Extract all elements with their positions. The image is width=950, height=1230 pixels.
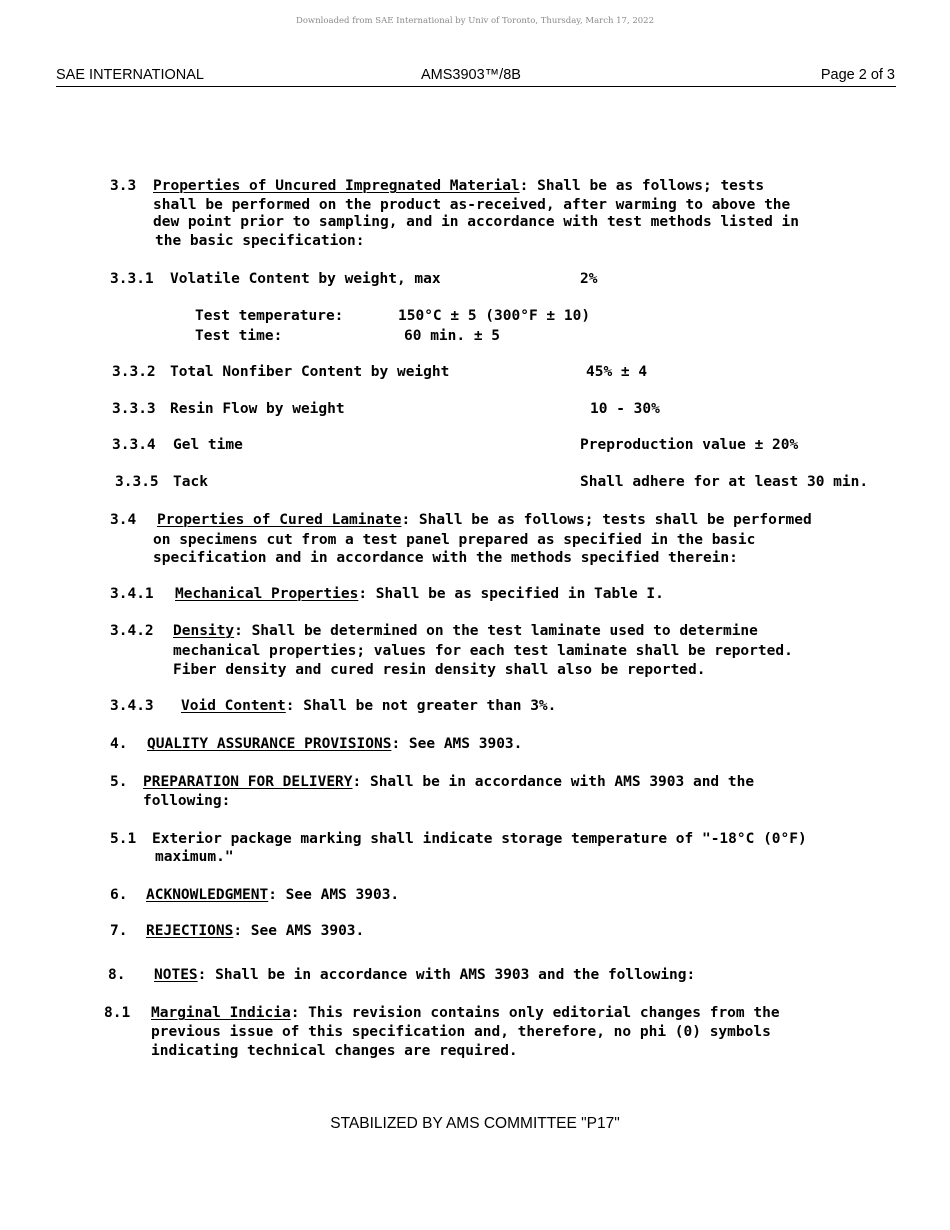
section-3-4-3-number: 3.4.3 xyxy=(110,698,154,714)
test-temperature-value: 150°C ± 5 (300°F ± 10) xyxy=(398,308,591,324)
header-org: SAE INTERNATIONAL xyxy=(56,67,204,83)
section-5-1-line-2: maximum." xyxy=(155,849,234,865)
section-3-3-line-4: the basic specification: xyxy=(155,233,365,249)
section-3-4-2-number: 3.4.2 xyxy=(110,623,154,639)
stabilized-footer: STABILIZED BY AMS COMMITTEE "P17" xyxy=(330,1115,620,1132)
section-3-4-3-title: Void Content xyxy=(181,698,286,714)
section-3-4-1-title: Mechanical Properties xyxy=(175,586,359,602)
section-5-line-1: PREPARATION FOR DELIVERY: Shall be in accordance with AMS 3903 and the xyxy=(143,774,755,790)
section-3-3-3-label: Resin Flow by weight xyxy=(170,401,345,417)
header-doc-number: AMS3903™/8B xyxy=(421,67,521,83)
section-3-3-2-number: 3.3.2 xyxy=(112,364,156,380)
section-3-4-3-line: Void Content: Shall be not greater than 3%. xyxy=(181,698,557,714)
section-8-1-line-3: indicating technical changes are required. xyxy=(151,1043,518,1059)
section-3-3-5-value: Shall adhere for at least 30 min. xyxy=(580,474,869,490)
section-3-4-1-line: Mechanical Properties: Shall be as specified in Table I. xyxy=(175,586,664,602)
test-temperature-label: Test temperature: xyxy=(195,308,344,324)
section-7-title: REJECTIONS xyxy=(146,923,234,939)
section-7-number: 7. xyxy=(110,923,128,939)
section-3-4-2-line-1: Density: Shall be determined on the test laminate used to determine xyxy=(173,623,758,639)
section-3-3-3-number: 3.3.3 xyxy=(112,401,156,417)
section-5-line-2: following: xyxy=(143,793,231,809)
section-3-3-1-number: 3.3.1 xyxy=(110,271,154,287)
section-5-number: 5. xyxy=(110,774,128,790)
section-7-line: REJECTIONS: See AMS 3903. xyxy=(146,923,365,939)
section-3-3-1-value: 2% xyxy=(580,271,598,287)
section-8-1-line-1: Marginal Indicia: This revision contains only editorial changes from the xyxy=(151,1005,780,1021)
section-4-line: QUALITY ASSURANCE PROVISIONS: See AMS 3903. xyxy=(147,736,523,752)
section-3-3-2-label: Total Nonfiber Content by weight xyxy=(170,364,450,380)
section-3-3-line-3: dew point prior to sampling, and in accordance with test methods listed in xyxy=(153,214,800,230)
section-5-title: PREPARATION FOR DELIVERY xyxy=(143,774,353,790)
section-5-1-number: 5.1 xyxy=(110,831,137,847)
section-5-1-line-1: Exterior package marking shall indicate storage temperature of "-18°C (0°F) xyxy=(152,831,807,847)
section-4-number: 4. xyxy=(110,736,128,752)
section-8-line: NOTES: Shall be in accordance with AMS 3903 and the following: xyxy=(154,967,696,983)
section-3-3-2-value: 45% ± 4 xyxy=(586,364,648,380)
section-3-3-4-label: Gel time xyxy=(173,437,243,453)
section-3-4-title: Properties of Cured Laminate xyxy=(157,512,402,528)
download-watermark: Downloaded from SAE International by Univ of Toronto, Thursday, March 17, 2022 xyxy=(296,16,654,26)
section-8-1-number: 8.1 xyxy=(104,1005,131,1021)
section-8-title: NOTES xyxy=(154,967,198,983)
section-3-3-number: 3.3 xyxy=(110,178,137,194)
header-page-number: Page 2 of 3 xyxy=(820,67,895,83)
section-3-3-5-label: Tack xyxy=(173,474,208,490)
section-3-4-2-title: Density xyxy=(173,623,235,639)
section-8-number: 8. xyxy=(108,967,126,983)
section-4-title: QUALITY ASSURANCE PROVISIONS xyxy=(147,736,392,752)
section-3-4-1-number: 3.4.1 xyxy=(110,586,154,602)
section-3-4-2-line-3: Fiber density and cured resin density shall also be reported. xyxy=(173,662,706,678)
section-6-line: ACKNOWLEDGMENT: See AMS 3903. xyxy=(146,887,400,903)
header-rule xyxy=(56,86,896,87)
section-3-3-5-number: 3.3.5 xyxy=(115,474,159,490)
test-time-value: 60 min. ± 5 xyxy=(404,328,501,344)
section-3-3-line-2: shall be performed on the product as-received, after warming to above the xyxy=(153,197,791,213)
section-3-3-3-value: 10 - 30% xyxy=(590,401,660,417)
section-3-4-number: 3.4 xyxy=(110,512,137,528)
section-6-title: ACKNOWLEDGMENT xyxy=(146,887,269,903)
section-3-4-line-3: specification and in accordance with the methods specified therein: xyxy=(153,550,738,566)
section-6-number: 6. xyxy=(110,887,128,903)
section-3-3-1-label: Volatile Content by weight, max xyxy=(170,271,441,287)
section-3-3-4-number: 3.3.4 xyxy=(112,437,156,453)
test-time-label: Test time: xyxy=(195,328,283,344)
section-3-4-line-2: on specimens cut from a test panel prepared as specified in the basic xyxy=(153,532,756,548)
section-3-3-line-1: Properties of Uncured Impregnated Material: Shall be as follows; tests xyxy=(153,178,765,194)
section-8-1-title: Marginal Indicia xyxy=(151,1005,291,1021)
section-3-3-4-value: Preproduction value ± 20% xyxy=(580,437,799,453)
section-8-1-line-2: previous issue of this specification and, therefore, no phi (0) symbols xyxy=(151,1024,771,1040)
section-3-4-line-1: Properties of Cured Laminate: Shall be as follows; tests shall be performed xyxy=(157,512,812,528)
section-3-3-title: Properties of Uncured Impregnated Material xyxy=(153,178,520,194)
section-3-4-2-line-2: mechanical properties; values for each test laminate shall be reported. xyxy=(173,643,793,659)
